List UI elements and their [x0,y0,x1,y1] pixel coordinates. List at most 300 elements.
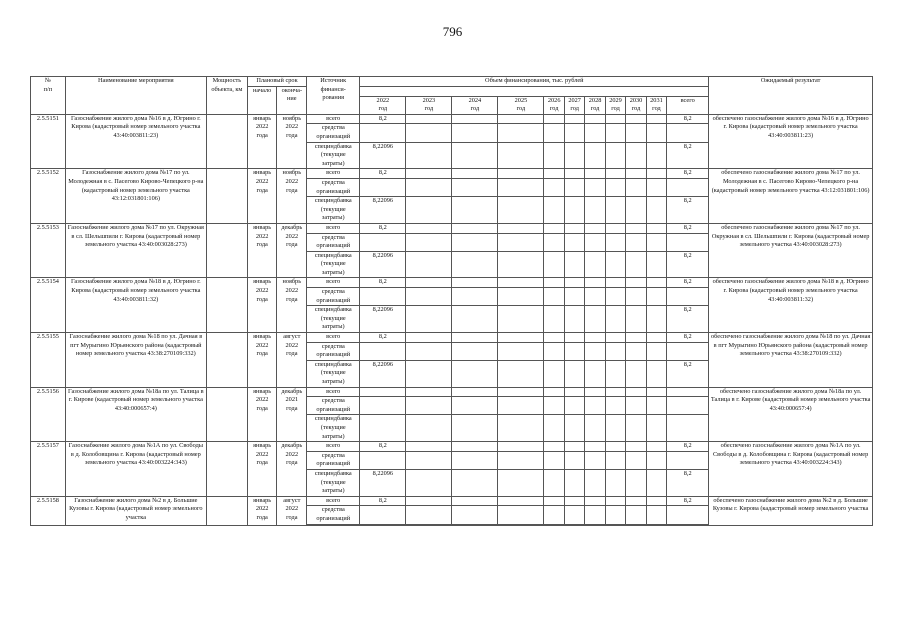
row-org-value-2 [452,288,498,306]
row-total-2022: 8,2 [360,114,406,124]
row-special-year-5 [564,360,584,387]
row-special-year-5 [564,306,584,333]
row-capacity [206,442,247,497]
row-total-year-2 [452,442,498,452]
row-total-year-8 [626,333,646,343]
row-org-value-5 [564,233,584,251]
row-org-value-1 [406,288,452,306]
row-org-value-0 [360,506,406,524]
row-org-value-4 [544,342,564,360]
header-capacity: Мощность объекта, км [206,77,247,115]
row-org-value-6 [585,233,605,251]
row-special-year-1 [406,251,452,278]
row-special-year-3 [498,360,544,387]
row-total-year-9 [646,496,666,506]
row-special-year-8 [626,142,646,169]
row-special-year-3 [498,524,544,525]
row-org-value-0 [360,124,406,142]
row-org-value-6 [585,506,605,524]
row-total-year-2 [452,496,498,506]
row-special-year-4 [544,142,564,169]
row-org-value-6 [585,342,605,360]
row-code: 2.5.5157 [31,442,66,497]
row-special-year-7 [605,251,625,278]
row-code: 2.5.5156 [31,387,66,442]
row-name: Газоснабжение жилого дома №17 по ул. Молодежная в с. Пасегово Кирово-Чепецкого р-на (кадастровый номер земельного участка 43:12:031801:106) [65,169,206,224]
row-special-year-3 [498,415,544,442]
row-org-value-0 [360,397,406,415]
row-end: август 2022 года [277,333,307,388]
row-total-year-5 [564,387,584,397]
row-special-year-2 [452,469,498,496]
row-capacity [206,333,247,388]
header-term: Плановый срок [247,77,306,87]
header-year-4: 2026 год [544,96,564,114]
row-name: Газоснабжение жилого дома №18 в д. Югрино г. Кирова (кадастровый номер земельного участка 43:40:003811:32) [65,278,206,333]
row-total-2022: 8,2 [360,169,406,179]
row-org-value-7 [605,288,625,306]
row-org-value-9 [646,342,666,360]
row-total-year-4 [544,169,564,179]
row-special-sum [667,415,709,442]
row-total-year-1 [406,496,452,506]
row-special-year-4 [544,197,564,224]
row-org-value-10 [667,288,709,306]
row-org-value-5 [564,124,584,142]
row-capacity [206,169,247,224]
row-capacity [206,114,247,169]
row-total-year-5 [564,496,584,506]
row-source-total: всего [307,333,360,343]
row-total-year-8 [626,169,646,179]
row-source-special: специндбавка (текущие затраты) [307,306,360,333]
row-total-2022: 8,2 [360,223,406,233]
row-end: декабрь 2022 года [277,223,307,278]
row-org-value-6 [585,124,605,142]
row-org-value-1 [406,178,452,196]
row-source-org: средства организаций [307,178,360,196]
row-source-org: средства организаций [307,288,360,306]
row-end: ноябрь 2022 года [277,169,307,224]
row-source-total: всего [307,387,360,397]
row-total-year-9 [646,387,666,397]
header-year-3: 2025 год [498,96,544,114]
row-special-2022: 8,22096 [360,142,406,169]
row-total-year-2 [452,169,498,179]
row-org-value-8 [626,178,646,196]
row-special-year-1 [406,197,452,224]
row-start: январь 2022 года [247,223,277,278]
row-special-year-7 [605,142,625,169]
row-source-org: средства организаций [307,451,360,469]
row-total-year-2 [452,333,498,343]
row-end: ноябрь 2022 года [277,114,307,169]
row-org-value-3 [498,124,544,142]
row-total-year-4 [544,114,564,124]
header-year-1: 2023 год [406,96,452,114]
row-total-sum: 8,2 [667,223,709,233]
row-total-sum: 8,2 [667,114,709,124]
row-org-value-2 [452,451,498,469]
row-total-year-3 [498,442,544,452]
row-org-value-5 [564,288,584,306]
row-special-year-1 [406,524,452,525]
row-special-year-7 [605,306,625,333]
header-year-2: 2024 год [452,96,498,114]
row-special-year-4 [544,360,564,387]
row-total-sum: 8,2 [667,442,709,452]
row-special-year-7 [605,415,625,442]
row-special-year-3 [498,251,544,278]
row-result: обеспечено газоснабжение жилого дома №18а по ул. Талица в г. Кирове (кадастровый номер земельного участка 43:40:000657:4) [709,387,873,442]
row-special-year-8 [626,415,646,442]
row-org-value-9 [646,233,666,251]
row-total-year-5 [564,278,584,288]
row-result: обеспечено газоснабжение жилого дома №2 в д. Большие Кузовы г. Кирова (кадастровый номер земельного участка [709,496,873,525]
row-org-value-2 [452,178,498,196]
row-total-year-2 [452,223,498,233]
row-total-year-7 [605,387,625,397]
row-special-year-1 [406,469,452,496]
row-total-year-6 [585,223,605,233]
row-total-year-8 [626,496,646,506]
row-org-value-6 [585,397,605,415]
row-total-year-4 [544,387,564,397]
row-total-year-6 [585,442,605,452]
row-special-sum [667,524,709,525]
row-total-year-9 [646,442,666,452]
row-special-year-8 [626,469,646,496]
row-total-sum [667,387,709,397]
row-special-year-2 [452,415,498,442]
row-org-value-5 [564,342,584,360]
row-org-value-8 [626,288,646,306]
row-code: 2.5.5158 [31,496,66,525]
row-special-year-9 [646,306,666,333]
header-source: Источник финанси- рования [307,77,360,115]
row-total-year-9 [646,169,666,179]
row-total-year-5 [564,333,584,343]
row-source-special: специндбавка (текущие затраты) [307,197,360,224]
table-row [31,496,873,506]
row-total-year-1 [406,333,452,343]
row-special-sum: 8,2 [667,306,709,333]
row-total-year-6 [585,496,605,506]
row-org-value-1 [406,342,452,360]
row-org-value-10 [667,178,709,196]
row-org-value-3 [498,506,544,524]
row-org-value-4 [544,451,564,469]
row-total-year-2 [452,278,498,288]
row-name: Газоснабжение жилого дома №16 в д. Югрино г. Кирова (кадастровый номер земельного участка 43:40:003811:23) [65,114,206,169]
row-start: январь 2022 года [247,387,277,442]
table-row [31,278,873,288]
row-special-sum: 8,2 [667,142,709,169]
row-total-2022: 8,2 [360,496,406,506]
row-org-value-5 [564,397,584,415]
row-special-year-2 [452,197,498,224]
row-org-value-2 [452,342,498,360]
row-special-sum: 8,2 [667,360,709,387]
row-special-year-6 [585,306,605,333]
row-special-year-3 [498,469,544,496]
row-org-value-7 [605,178,625,196]
row-total-year-1 [406,169,452,179]
row-special-year-9 [646,251,666,278]
row-total-2022: 8,2 [360,278,406,288]
row-org-value-1 [406,233,452,251]
row-total-year-5 [564,169,584,179]
row-special-year-5 [564,524,584,525]
row-org-value-5 [564,178,584,196]
row-org-value-10 [667,342,709,360]
row-total-sum: 8,2 [667,278,709,288]
row-total-year-5 [564,223,584,233]
row-source-org: средства организаций [307,342,360,360]
row-org-value-9 [646,124,666,142]
row-org-value-7 [605,451,625,469]
table-row [31,169,873,179]
row-capacity [206,223,247,278]
row-total-year-7 [605,442,625,452]
row-start: январь 2022 года [247,114,277,169]
row-total-year-9 [646,223,666,233]
row-source-org: средства организаций [307,506,360,524]
row-total-year-1 [406,278,452,288]
row-total-year-8 [626,387,646,397]
row-special-year-3 [498,142,544,169]
header-year-5: 2027 год [564,96,584,114]
row-org-value-2 [452,233,498,251]
row-total-year-8 [626,114,646,124]
row-org-value-3 [498,397,544,415]
row-total-year-8 [626,223,646,233]
header-result: Ожидаемый результат [709,77,873,115]
row-total-year-3 [498,223,544,233]
row-name: Газоснабжение жилого дома №18 по ул. Дачная в пгт Мурыгино Юрьянского района (кадастровый номер земельного участка 43:38:270109:332) [65,333,206,388]
row-name: Газоснабжение жилого дома №17 по ул. Окружная в сл. Шельшпили г. Кирова (кадастровый номер земельного участка 43:40:003028:273) [65,223,206,278]
row-special-year-8 [626,306,646,333]
row-special-year-6 [585,360,605,387]
row-start: январь 2022 года [247,169,277,224]
row-org-value-7 [605,397,625,415]
row-source-special: специндбавка (текущие затраты) [307,142,360,169]
row-special-year-5 [564,251,584,278]
table-row [31,387,873,397]
header-term-start: начало [247,86,277,114]
row-special-2022: 8,22096 [360,197,406,224]
row-total-year-8 [626,278,646,288]
row-total-year-6 [585,387,605,397]
row-total-year-1 [406,223,452,233]
header-name: Наименование мероприятия [65,77,206,115]
row-org-value-3 [498,451,544,469]
row-org-value-2 [452,124,498,142]
row-org-value-6 [585,178,605,196]
row-org-value-7 [605,342,625,360]
row-special-year-8 [626,360,646,387]
row-start: январь 2022 года [247,496,277,525]
row-end: ноябрь 2022 года [277,278,307,333]
row-org-value-4 [544,506,564,524]
row-special-year-5 [564,469,584,496]
row-total-year-2 [452,387,498,397]
header-year-9: 2031 год [646,96,666,114]
row-special-year-4 [544,469,564,496]
row-name: Газоснабжение жилого дома №1А по ул. Свободы в д. Колобовщина г. Кирова (кадастровый номер земельного участка 43:40:003224:343) [65,442,206,497]
row-org-value-8 [626,124,646,142]
row-special-year-6 [585,197,605,224]
row-source-special: специндбавка (текущие затраты) [307,415,360,442]
row-special-sum: 8,2 [667,469,709,496]
row-source-special: специндбавка (текущие затраты) [307,251,360,278]
row-special-year-7 [605,469,625,496]
row-org-value-10 [667,397,709,415]
row-total-2022 [360,387,406,397]
row-capacity [206,387,247,442]
row-start: январь 2022 года [247,333,277,388]
header-total: всего [667,96,709,114]
row-source-special: специндбавка (текущие затраты) [307,360,360,387]
row-total-year-4 [544,496,564,506]
row-end: декабрь 2022 года [277,442,307,497]
header-row-1 [31,77,873,87]
row-org-value-8 [626,451,646,469]
row-org-value-10 [667,506,709,524]
row-special-sum: 8,2 [667,251,709,278]
row-org-value-8 [626,233,646,251]
row-special-year-1 [406,142,452,169]
row-code: 2.5.5151 [31,114,66,169]
row-special-year-6 [585,415,605,442]
row-total-year-6 [585,333,605,343]
row-source-total: всего [307,442,360,452]
row-org-value-0 [360,288,406,306]
row-total-year-1 [406,114,452,124]
row-org-value-3 [498,178,544,196]
header-term-end: оконча- ние [277,86,307,114]
row-org-value-10 [667,233,709,251]
row-total-year-6 [585,169,605,179]
row-total-year-9 [646,114,666,124]
row-org-value-6 [585,451,605,469]
header-year-7: 2029 год [605,96,625,114]
row-special-year-9 [646,524,666,525]
row-org-value-6 [585,288,605,306]
row-start: январь 2022 года [247,442,277,497]
header-year-6: 2028 год [585,96,605,114]
row-source-total: всего [307,278,360,288]
row-special-year-4 [544,524,564,525]
page-number: 796 [442,24,463,39]
row-source-total: всего [307,114,360,124]
row-special-year-3 [498,306,544,333]
row-special-2022: 8,22096 [360,360,406,387]
row-total-2022: 8,2 [360,333,406,343]
row-special-year-1 [406,360,452,387]
row-start: январь 2022 года [247,278,277,333]
row-special-year-7 [605,524,625,525]
table-row [31,223,873,233]
row-result: обеспечено газоснабжение жилого дома №16 в д. Югрино г. Кирова (кадастровый номер земельного участка 43:40:003811:23) [709,114,873,169]
table-row [31,333,873,343]
row-special-year-9 [646,469,666,496]
row-special-2022: 8,22096 [360,306,406,333]
row-org-value-9 [646,288,666,306]
header-funding-spacer [360,86,709,96]
row-total-year-4 [544,333,564,343]
row-org-value-3 [498,342,544,360]
header-num: № п/п [31,77,66,115]
row-org-value-3 [498,288,544,306]
funding-table [30,76,873,526]
row-special-year-5 [564,142,584,169]
row-total-sum: 8,2 [667,169,709,179]
row-code: 2.5.5155 [31,333,66,388]
row-special-year-9 [646,360,666,387]
row-org-value-5 [564,506,584,524]
row-total-year-3 [498,333,544,343]
row-source-org: средства организаций [307,233,360,251]
table-row [31,442,873,452]
row-total-year-9 [646,278,666,288]
row-special-year-6 [585,251,605,278]
row-special-year-8 [626,197,646,224]
row-special-2022 [360,415,406,442]
row-total-year-5 [564,442,584,452]
row-total-year-3 [498,114,544,124]
row-org-value-0 [360,233,406,251]
row-special-year-1 [406,415,452,442]
row-total-year-9 [646,333,666,343]
row-org-value-8 [626,506,646,524]
row-special-year-4 [544,306,564,333]
row-org-value-0 [360,178,406,196]
row-special-2022 [360,524,406,525]
row-special-year-7 [605,197,625,224]
row-org-value-4 [544,397,564,415]
row-org-value-9 [646,451,666,469]
row-special-year-6 [585,469,605,496]
row-org-value-4 [544,178,564,196]
row-org-value-4 [544,233,564,251]
row-total-year-3 [498,496,544,506]
row-source-org: средства организаций [307,124,360,142]
row-source-org: средства организаций [307,397,360,415]
row-org-value-7 [605,506,625,524]
row-special-year-7 [605,360,625,387]
row-total-year-3 [498,169,544,179]
row-total-year-5 [564,114,584,124]
row-org-value-7 [605,124,625,142]
row-code: 2.5.5153 [31,223,66,278]
row-total-sum: 8,2 [667,496,709,506]
row-total-year-4 [544,442,564,452]
row-source-special: специндбавка (текущие затраты) [307,469,360,496]
row-total-year-7 [605,496,625,506]
row-org-value-9 [646,397,666,415]
row-result: обеспечено газоснабжение жилого дома №1А по ул. Свободы в д. Колобовщина г. Кирова (кадастровый номер земельного участка 43:40:003224:343) [709,442,873,497]
row-end: декабрь 2021 года [277,387,307,442]
row-total-year-1 [406,387,452,397]
row-total-sum: 8,2 [667,333,709,343]
row-org-value-0 [360,342,406,360]
row-special-year-8 [626,251,646,278]
row-org-value-2 [452,506,498,524]
row-org-value-1 [406,451,452,469]
row-special-2022: 8,22096 [360,251,406,278]
header-year-8: 2030 год [626,96,646,114]
